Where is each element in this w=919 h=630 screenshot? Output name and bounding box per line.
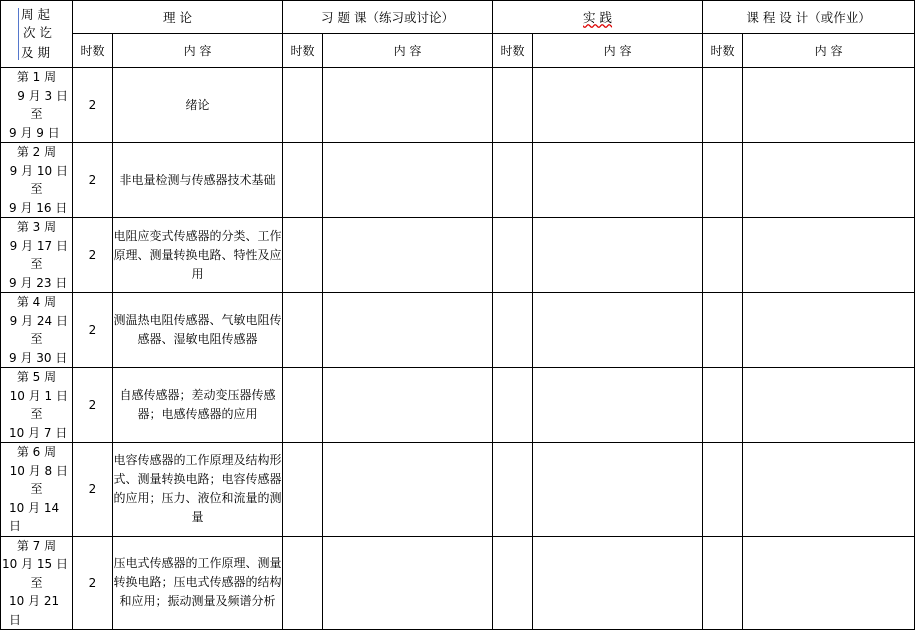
design-content bbox=[743, 143, 915, 218]
week-number: 第 3 周 bbox=[16, 220, 57, 234]
week-end: 10 月 7 日 bbox=[9, 425, 68, 440]
week-to: 至 bbox=[30, 107, 43, 121]
design-content bbox=[743, 536, 915, 630]
week-cell bbox=[1, 218, 73, 293]
week-start: 9 月 3 日 bbox=[17, 88, 68, 103]
week-number: 第 7 周 bbox=[16, 538, 57, 553]
theory-hours: 2 bbox=[73, 68, 113, 143]
week-cell bbox=[1, 143, 73, 218]
corner-line-3: 及 期 bbox=[21, 45, 50, 60]
design-content bbox=[743, 68, 915, 143]
table-row bbox=[1, 68, 915, 143]
week-to: 至 bbox=[30, 332, 43, 346]
exercise-content bbox=[323, 68, 493, 143]
week-to: 至 bbox=[30, 407, 43, 421]
practice-content bbox=[533, 368, 703, 443]
theory-header: 理 论 bbox=[73, 1, 283, 34]
table-row bbox=[1, 143, 915, 218]
week-start: 10 月 15 日 bbox=[2, 557, 68, 571]
theory-hours-header: 时数 bbox=[73, 34, 113, 68]
week-start: 9 月 17 日 bbox=[9, 238, 68, 253]
week-to: 至 bbox=[30, 182, 43, 196]
design-hours bbox=[703, 443, 743, 537]
design-content bbox=[743, 443, 915, 537]
week-number: 第 2 周 bbox=[16, 145, 57, 159]
table-row bbox=[1, 443, 915, 537]
exercise-hours bbox=[283, 293, 323, 368]
theory-content: 压电式传感器的工作原理、测量转换电路；压电式传感器的结构和应用；振动测量及频谱分析 bbox=[113, 536, 283, 630]
header-row-sub bbox=[1, 34, 915, 68]
table-row bbox=[1, 218, 915, 293]
week-start: 10 月 8 日 bbox=[9, 463, 68, 478]
design-hours bbox=[703, 293, 743, 368]
design-content-header: 内 容 bbox=[743, 34, 915, 68]
exercise-hours-header: 时数 bbox=[283, 34, 323, 68]
week-end: 10 月 21 日 bbox=[9, 594, 60, 627]
design-hours-header: 时数 bbox=[703, 34, 743, 68]
week-end: 9 月 30 日 bbox=[9, 350, 68, 365]
practice-header-text: 实 践 bbox=[583, 10, 613, 25]
exercise-hours bbox=[283, 536, 323, 630]
week-end: 10 月 14 日 bbox=[9, 500, 60, 533]
week-cell bbox=[1, 536, 73, 630]
exercise-content bbox=[323, 293, 493, 368]
week-end: 9 月 9 日 bbox=[9, 125, 60, 140]
practice-content bbox=[533, 218, 703, 293]
practice-header bbox=[493, 1, 703, 34]
theory-hours: 2 bbox=[73, 368, 113, 443]
theory-hours: 2 bbox=[73, 143, 113, 218]
practice-hours bbox=[493, 143, 533, 218]
week-cell bbox=[1, 293, 73, 368]
week-to: 至 bbox=[30, 482, 43, 496]
exercise-hours bbox=[283, 368, 323, 443]
theory-content: 自感传感器；差动变压器传感器；电感传感器的应用 bbox=[113, 368, 283, 443]
week-end: 9 月 23 日 bbox=[9, 275, 68, 290]
exercise-content bbox=[323, 218, 493, 293]
practice-content bbox=[533, 68, 703, 143]
design-hours bbox=[703, 143, 743, 218]
table-row bbox=[1, 293, 915, 368]
theory-hours: 2 bbox=[73, 293, 113, 368]
design-content bbox=[743, 218, 915, 293]
design-hours bbox=[703, 68, 743, 143]
theory-content: 非电量检测与传感器技术基础 bbox=[113, 143, 283, 218]
design-hours bbox=[703, 536, 743, 630]
design-content bbox=[743, 293, 915, 368]
week-start: 9 月 24 日 bbox=[9, 313, 68, 328]
week-date-header bbox=[1, 1, 73, 68]
week-to: 至 bbox=[30, 257, 43, 271]
theory-content-header: 内 容 bbox=[113, 34, 283, 68]
theory-hours: 2 bbox=[73, 218, 113, 293]
exercise-hours bbox=[283, 143, 323, 218]
exercise-content-header: 内 容 bbox=[323, 34, 493, 68]
week-start: 9 月 10 日 bbox=[9, 163, 68, 178]
week-cell bbox=[1, 68, 73, 143]
header-row-main bbox=[1, 1, 915, 34]
week-number: 第 6 周 bbox=[16, 445, 57, 459]
practice-content bbox=[533, 536, 703, 630]
practice-hours-header: 时数 bbox=[493, 34, 533, 68]
week-cell bbox=[1, 443, 73, 537]
theory-hours: 2 bbox=[73, 443, 113, 537]
theory-content: 电容传感器的工作原理及结构形式、测量转换电路；电容传感器的应用；压力、液位和流量的测量 bbox=[113, 443, 283, 537]
week-number: 第 5 周 bbox=[16, 370, 57, 384]
design-content bbox=[743, 368, 915, 443]
practice-hours bbox=[493, 536, 533, 630]
practice-content-header: 内 容 bbox=[533, 34, 703, 68]
practice-content bbox=[533, 143, 703, 218]
practice-hours bbox=[493, 443, 533, 537]
practice-hours bbox=[493, 293, 533, 368]
table-row bbox=[1, 368, 915, 443]
exercise-hours bbox=[283, 68, 323, 143]
corner-line-1: 周 起 bbox=[21, 7, 50, 22]
exercise-content bbox=[323, 143, 493, 218]
design-hours bbox=[703, 218, 743, 293]
week-to: 至 bbox=[30, 575, 43, 590]
exercise-content bbox=[323, 368, 493, 443]
practice-content bbox=[533, 443, 703, 537]
practice-hours bbox=[493, 368, 533, 443]
practice-hours bbox=[493, 218, 533, 293]
design-hours bbox=[703, 368, 743, 443]
week-end: 9 月 16 日 bbox=[9, 200, 68, 215]
exercise-content bbox=[323, 536, 493, 630]
design-header: 课 程 设 计（或作业） bbox=[703, 1, 915, 34]
exercise-header: 习 题 课（练习或讨论） bbox=[283, 1, 493, 34]
week-number: 第 4 周 bbox=[16, 295, 57, 309]
practice-content bbox=[533, 293, 703, 368]
exercise-hours bbox=[283, 218, 323, 293]
table-row bbox=[1, 536, 915, 630]
theory-content: 测温热电阻传感器、气敏电阻传感器、湿敏电阻传感器 bbox=[113, 293, 283, 368]
exercise-hours bbox=[283, 443, 323, 537]
week-cell bbox=[1, 368, 73, 443]
theory-hours: 2 bbox=[73, 536, 113, 630]
theory-content: 绪论 bbox=[113, 68, 283, 143]
practice-hours bbox=[493, 68, 533, 143]
week-number: 第 1 周 bbox=[16, 70, 57, 84]
week-start: 10 月 1 日 bbox=[9, 388, 68, 403]
exercise-content bbox=[323, 443, 493, 537]
theory-content: 电阻应变式传感器的分类、工作原理、测量转换电路、特性及应用 bbox=[113, 218, 283, 293]
corner-line-2: 次 讫 bbox=[23, 25, 52, 40]
